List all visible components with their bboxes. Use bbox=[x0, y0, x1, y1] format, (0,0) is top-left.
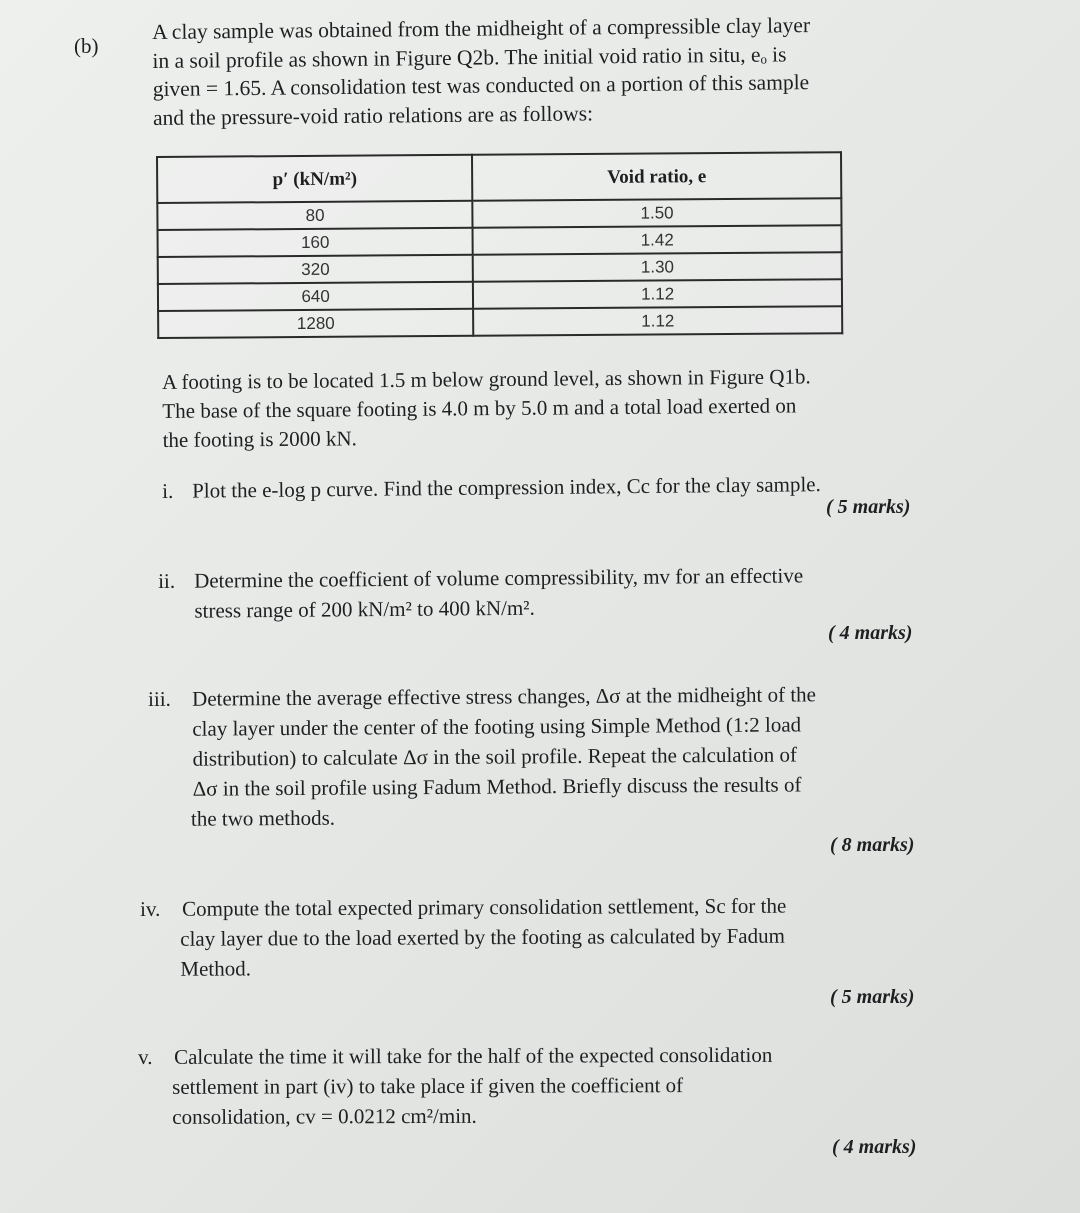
marks-label: ( 4 marks) bbox=[832, 1136, 917, 1158]
part-line: Calculate the time it will take for the half of the expected consolidation bbox=[174, 1042, 773, 1069]
cell-void-ratio: 1.30 bbox=[473, 252, 842, 282]
part-iv bbox=[140, 891, 787, 984]
intro-paragraph bbox=[152, 10, 933, 132]
part-line: clay layer due to the load exerted by the footing as calculated by Fadum bbox=[180, 923, 786, 951]
cell-void-ratio: 1.12 bbox=[473, 279, 842, 309]
cell-pressure: 320 bbox=[158, 255, 473, 284]
cell-void-ratio: 1.12 bbox=[473, 306, 842, 336]
footing-line: The base of the square footing is 4.0 m by 5.0 m and a total load exerted on bbox=[162, 393, 797, 423]
header-void-ratio: Void ratio, e bbox=[472, 152, 841, 201]
part-line: distribution) to calculate Δσ in the soil profile. Repeat the calculation of bbox=[192, 742, 798, 771]
part-line: stress range of 200 kN/m² to 400 kN/m². bbox=[194, 595, 535, 623]
part-line: Method. bbox=[180, 956, 252, 981]
table-row bbox=[158, 306, 842, 338]
part-line: Determine the coefficient of volume compressibility, mv for an effective bbox=[194, 563, 804, 593]
part-line: the two methods. bbox=[190, 805, 336, 831]
footing-paragraph bbox=[162, 361, 943, 455]
cell-pressure: 160 bbox=[158, 228, 473, 257]
part-number: i. bbox=[162, 478, 174, 503]
part-number: iv. bbox=[140, 896, 161, 921]
part-i bbox=[162, 469, 821, 506]
question-label: (b) bbox=[74, 34, 99, 58]
marks-label: ( 4 marks) bbox=[828, 622, 913, 644]
part-line: Compute the total expected primary consolidation settlement, Sc for the bbox=[182, 893, 787, 921]
cell-pressure: 80 bbox=[157, 201, 472, 230]
cell-void-ratio: 1.42 bbox=[473, 225, 842, 255]
part-iii bbox=[148, 679, 817, 834]
pressure-void-ratio-table bbox=[156, 151, 843, 339]
marks-label: ( 5 marks) bbox=[830, 986, 915, 1008]
part-line: consolidation, cv = 0.0212 cm²/min. bbox=[172, 1103, 477, 1129]
header-pressure: p′ (kN/m²) bbox=[157, 155, 473, 203]
marks-label: ( 8 marks) bbox=[830, 834, 915, 856]
intro-line: given = 1.65. A consolidation test was conducted on a portion of this sample bbox=[152, 70, 810, 101]
cell-void-ratio: 1.50 bbox=[473, 198, 842, 228]
part-v bbox=[138, 1040, 773, 1132]
footing-line: the footing is 2000 kN. bbox=[162, 426, 357, 452]
intro-line: in a soil profile as shown in Figure Q2b. The initial void ratio in situ, eₒ is bbox=[152, 41, 787, 73]
part-line: Plot the e-log p curve. Find the compression index, Cc for the clay sample. bbox=[192, 472, 821, 503]
marks-label: ( 5 marks) bbox=[826, 496, 911, 518]
part-line: Δσ in the soil profile using Fadum Method. Briefly discuss the results of bbox=[192, 772, 802, 801]
cell-pressure: 640 bbox=[158, 282, 473, 311]
intro-line: A clay sample was obtained from the midheight of a compressible clay layer bbox=[152, 13, 811, 44]
part-ii bbox=[158, 560, 803, 626]
part-line: settlement in part (iv) to take place if given the coefficient of bbox=[172, 1073, 684, 1099]
part-number: v. bbox=[138, 1044, 153, 1069]
part-number: iii. bbox=[148, 686, 171, 711]
part-line: Determine the average effective stress changes, Δσ at the midheight of the bbox=[192, 682, 817, 711]
part-number: ii. bbox=[158, 568, 176, 593]
intro-line: and the pressure-void ratio relations are as follows: bbox=[152, 100, 594, 130]
cell-pressure: 1280 bbox=[158, 309, 473, 338]
part-line: clay layer under the center of the footing using Simple Method (1:2 load bbox=[192, 712, 802, 741]
table-header-row bbox=[157, 152, 841, 203]
footing-line: A footing is to be located 1.5 m below ground level, as shown in Figure Q1b. bbox=[162, 364, 811, 394]
